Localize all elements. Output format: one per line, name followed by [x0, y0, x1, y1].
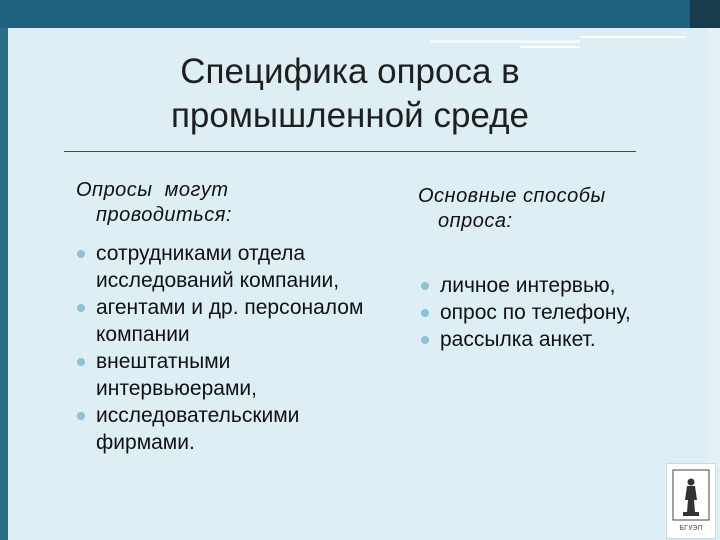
logo-text: БГУЭП: [679, 524, 703, 532]
bullet-dot-icon: [421, 309, 429, 317]
left-column-heading: [76, 178, 316, 228]
list-item: [76, 348, 386, 402]
right-bullet-list: [420, 272, 710, 353]
list-item: [76, 240, 386, 294]
left-accent-strip: [0, 0, 8, 540]
right-accent-strip: [708, 28, 720, 468]
list-item: [420, 326, 710, 353]
list-item: [420, 272, 710, 299]
list-item: [76, 402, 386, 456]
top-header-bar-dark-segment: [690, 0, 720, 28]
left-heading-line2: проводиться:: [96, 204, 232, 226]
list-item-text: агентами и др. персоналом компании: [96, 296, 364, 346]
list-item-text: опрос по телефону,: [440, 301, 631, 324]
list-item: [420, 299, 710, 326]
bullet-dot-icon: [77, 250, 85, 258]
bullet-dot-icon: [77, 304, 85, 312]
list-item-text: сотрудниками отдела исследований компании,: [96, 242, 340, 292]
right-column-heading: [418, 184, 678, 234]
right-heading-line2: опроса:: [438, 210, 513, 232]
university-logo: [666, 463, 716, 539]
bullet-dot-icon: [421, 282, 429, 290]
list-item-text: внештатными интервьюерами,: [96, 350, 257, 400]
bullet-dot-icon: [421, 336, 429, 344]
slide-title: Специфика опроса в промышленной среде: [170, 52, 529, 135]
decorative-shine-line: [430, 40, 580, 43]
bullet-dot-icon: [77, 412, 85, 420]
left-bullet-list: [76, 240, 386, 456]
bullet-dot-icon: [77, 358, 85, 366]
list-item-text: личное интервью,: [440, 274, 616, 297]
statue-logo-icon: [667, 464, 715, 538]
right-heading-line1: Основные способы: [418, 185, 606, 207]
list-item-text: рассылка анкет.: [440, 328, 596, 351]
decorative-shine-line: [520, 46, 580, 48]
title-divider: [64, 151, 636, 152]
left-heading-line1: Опросы могут: [76, 179, 229, 201]
list-item-text: исследовательскими фирмами.: [96, 404, 300, 454]
list-item: [76, 294, 386, 348]
top-header-bar: [0, 0, 720, 28]
decorative-shine-line: [580, 36, 685, 38]
